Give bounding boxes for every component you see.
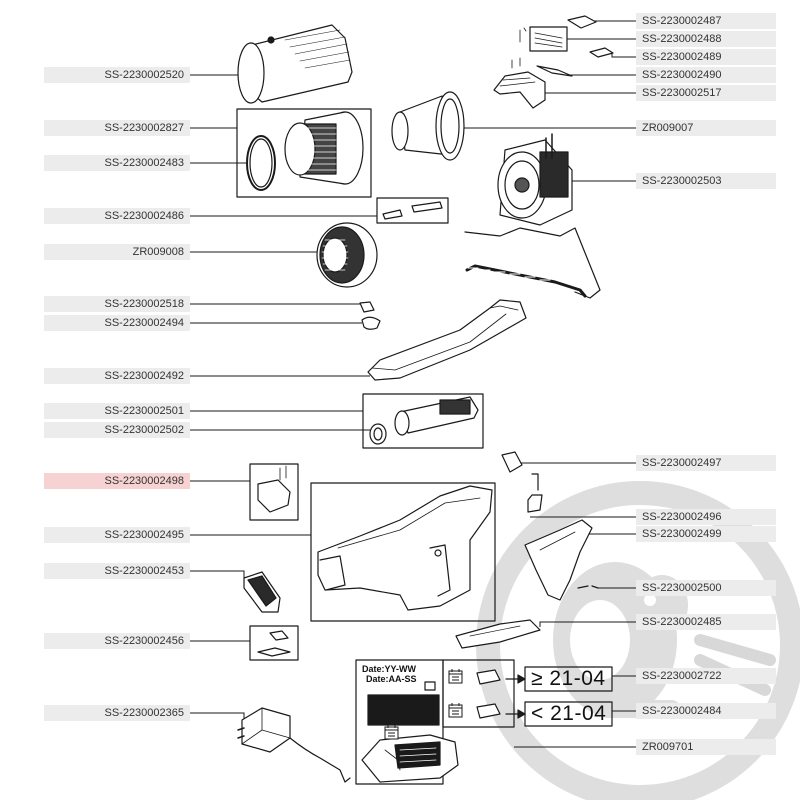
part-label-ss-2230002486[interactable]: SS-2230002486	[44, 208, 190, 224]
part-label-ss-2230002502[interactable]: SS-2230002502	[44, 422, 190, 438]
part-label-ss-2230002490[interactable]: SS-2230002490	[636, 67, 776, 83]
part-nozzle	[370, 397, 478, 444]
part-label-ss-2230002827[interactable]: SS-2230002827	[44, 120, 190, 136]
part-battery	[362, 735, 458, 782]
battery-label-black	[368, 695, 439, 725]
part-pcb	[456, 620, 540, 648]
part-label-ss-2230002456[interactable]: SS-2230002456	[44, 633, 190, 649]
box-seal-parts	[530, 27, 567, 51]
part-label-zr009007[interactable]: ZR009007	[636, 120, 776, 136]
part-small-latch	[360, 302, 374, 312]
calendar-icon	[448, 702, 464, 718]
part-label-ss-2230002488[interactable]: SS-2230002488	[636, 31, 776, 47]
part-label-ss-2230002492[interactable]: SS-2230002492	[44, 368, 190, 384]
part-label-ss-2230002487[interactable]: SS-2230002487	[636, 13, 776, 29]
part-label-ss-2230002483[interactable]: SS-2230002483	[44, 155, 190, 171]
part-label-zr009701[interactable]: ZR009701	[636, 739, 776, 755]
leader-line	[540, 622, 636, 627]
date-code-new: ≥ 21-04	[531, 667, 606, 690]
leader-line	[190, 713, 244, 722]
part-label-ss-2230002517[interactable]: SS-2230002517	[636, 85, 776, 101]
part-label-ss-2230002496[interactable]: SS-2230002496	[636, 509, 776, 525]
part-main-body	[318, 486, 492, 610]
part-label-ss-2230002495[interactable]: SS-2230002495	[44, 527, 190, 543]
part-label-ss-2230002501[interactable]: SS-2230002501	[44, 403, 190, 419]
battery-date-line-2: Date:AA-SS	[366, 674, 417, 684]
part-bracket	[258, 480, 290, 512]
part-switch	[502, 452, 522, 472]
part-label-ss-2230002453[interactable]: SS-2230002453	[44, 563, 190, 579]
part-label-ss-2230002484[interactable]: SS-2230002484	[636, 703, 776, 719]
part-label-ss-2230002499[interactable]: SS-2230002499	[636, 526, 776, 542]
part-top-clip	[568, 16, 596, 28]
part-motor-support	[465, 228, 600, 298]
calendar-icon	[448, 668, 464, 684]
part-switch-button	[528, 474, 542, 512]
part-cyclone-filter	[285, 112, 363, 184]
part-label-ss-2230002485[interactable]: SS-2230002485	[636, 614, 776, 630]
part-label-ss-2230002520[interactable]: SS-2230002520	[44, 67, 190, 83]
part-pre-filter	[392, 92, 464, 160]
box-clips	[377, 198, 448, 223]
part-top-cover	[494, 72, 545, 108]
battery-date-line-1: Date:YY-WW	[362, 664, 416, 674]
part-label-ss-2230002498[interactable]: SS-2230002498	[44, 473, 190, 489]
part-round-filter	[317, 223, 377, 287]
date-code-old: < 21-04	[531, 702, 607, 725]
part-filter-seal-ring	[247, 136, 275, 190]
part-dust-container	[238, 25, 352, 103]
leader-line	[190, 571, 244, 580]
part-handle-top	[368, 300, 526, 380]
part-label-ss-2230002365[interactable]: SS-2230002365	[44, 705, 190, 721]
part-label-ss-2230002500[interactable]: SS-2230002500	[636, 580, 776, 596]
part-label-ss-2230002722[interactable]: SS-2230002722	[636, 668, 776, 684]
part-label-ss-2230002494[interactable]: SS-2230002494	[44, 315, 190, 331]
leader-line	[612, 53, 636, 57]
part-label-ss-2230002497[interactable]: SS-2230002497	[636, 455, 776, 471]
part-battery-connector-new	[477, 670, 500, 684]
part-label-ss-2230002518[interactable]: SS-2230002518	[44, 296, 190, 312]
part-small-button	[362, 317, 380, 329]
part-label-zr009008[interactable]: ZR009008	[44, 244, 190, 260]
part-handle-cover	[525, 520, 592, 600]
calendar-icon	[384, 724, 400, 740]
part-seal	[590, 48, 613, 57]
part-brush-nozzle	[244, 572, 280, 612]
part-label-ss-2230002489[interactable]: SS-2230002489	[636, 49, 776, 65]
part-battery-connector-old	[477, 704, 500, 718]
part-label-ss-2230002503[interactable]: SS-2230002503	[636, 173, 776, 189]
part-charger	[238, 708, 350, 782]
part-spring	[537, 66, 572, 76]
part-screws	[578, 586, 598, 588]
part-motor	[498, 134, 572, 225]
